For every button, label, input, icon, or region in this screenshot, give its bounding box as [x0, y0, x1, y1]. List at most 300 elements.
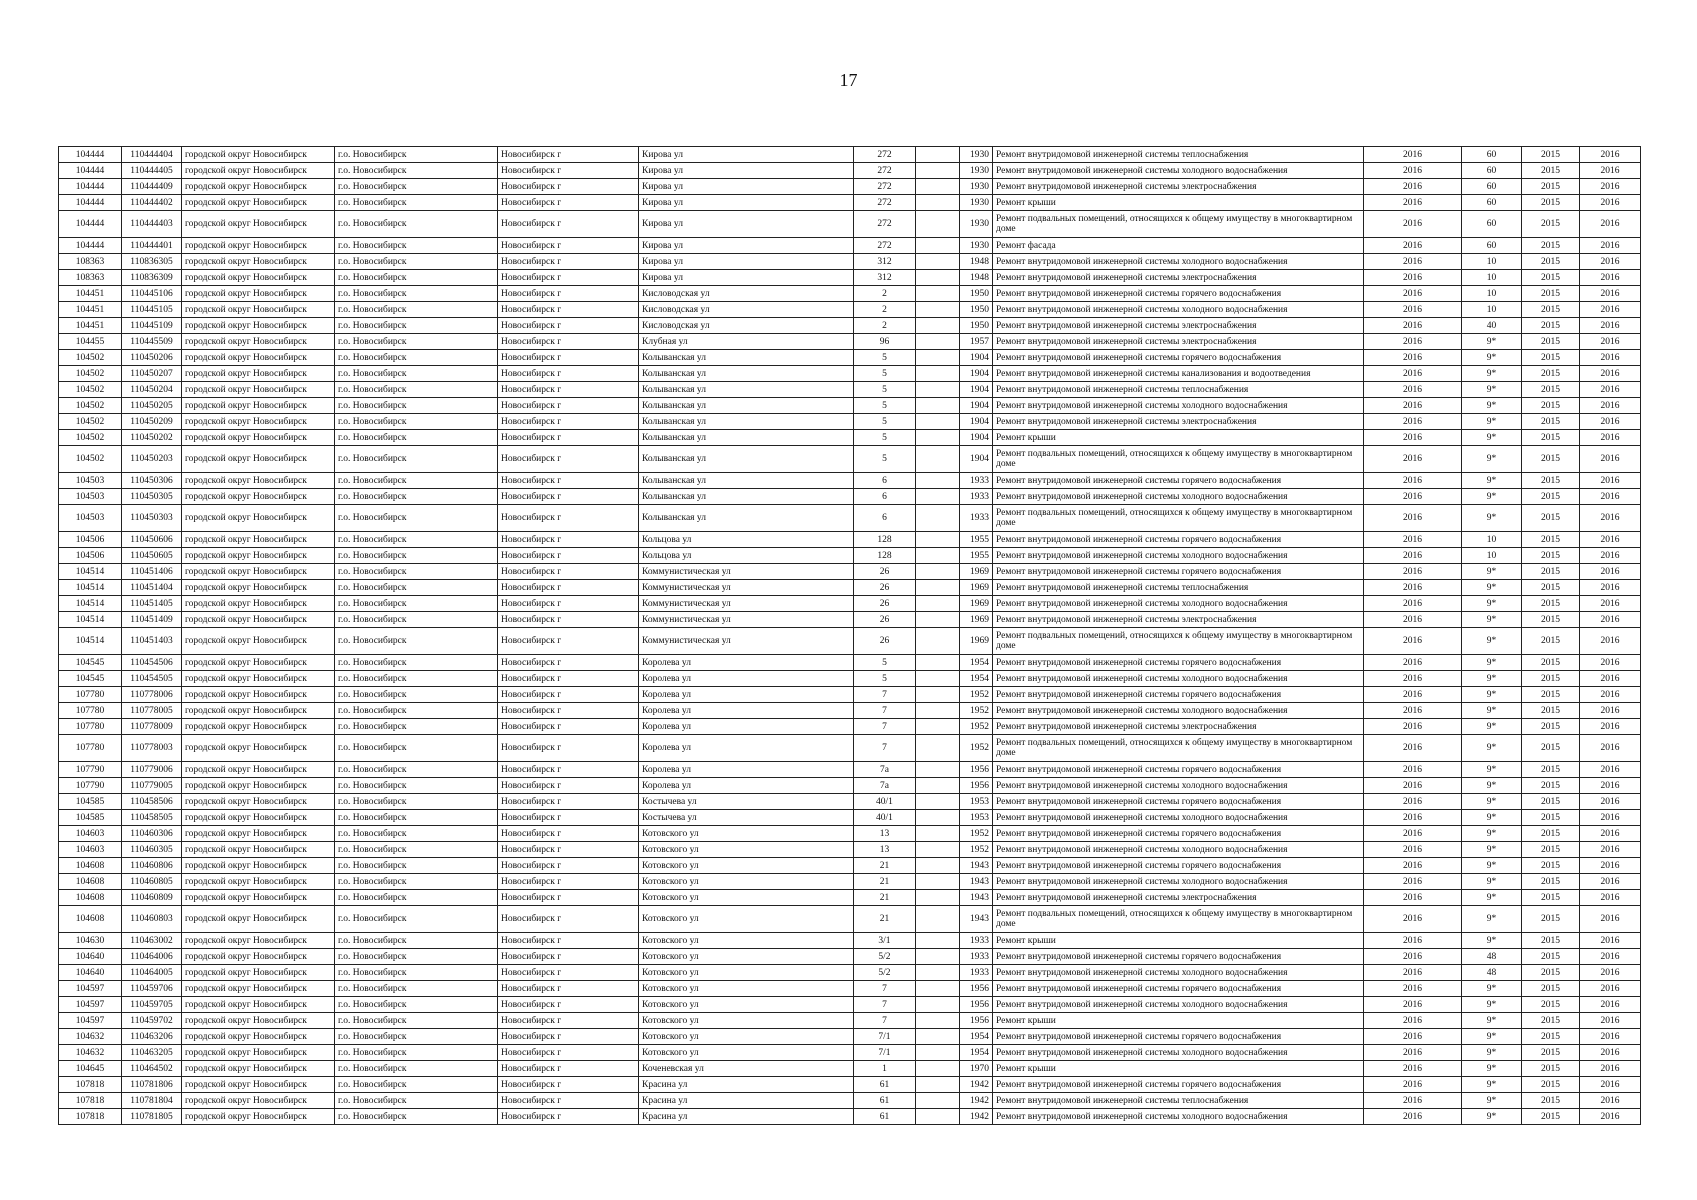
- cell-build-year: 1904: [960, 366, 993, 382]
- cell-build-year: 1942: [960, 1077, 993, 1093]
- cell-house-letter: [916, 949, 960, 965]
- cell-municipal-district: городской округ Новосибирск: [182, 580, 335, 596]
- cell-house-letter: [916, 1077, 960, 1093]
- cell-house-id: 104444: [59, 195, 122, 211]
- cell-locality: Новосибирск г: [498, 147, 639, 163]
- cell-wear-percent: 9*: [1462, 505, 1522, 532]
- cell-house-number: 272: [854, 147, 916, 163]
- cell-municipality: г.о. Новосибирск: [335, 628, 498, 655]
- cell-record-id: 110458505: [122, 810, 182, 826]
- cell-municipal-district: городской округ Новосибирск: [182, 933, 335, 949]
- cell-street: Кисловодская ул: [639, 286, 854, 302]
- cell-work-type: Ремонт внутридомовой инженерной системы горячего водоснабжения: [993, 1077, 1364, 1093]
- cell-work-type: Ремонт внутридомовой инженерной системы холодного водоснабжения: [993, 163, 1364, 179]
- cell-wear-percent: 9*: [1462, 350, 1522, 366]
- cell-municipality: г.о. Новосибирск: [335, 302, 498, 318]
- cell-build-year: 1956: [960, 1013, 993, 1029]
- cell-locality: Новосибирск г: [498, 548, 639, 564]
- cell-locality: Новосибирск г: [498, 687, 639, 703]
- cell-locality: Новосибирск г: [498, 981, 639, 997]
- cell-municipality: г.о. Новосибирск: [335, 655, 498, 671]
- cell-record-id: 110464006: [122, 949, 182, 965]
- cell-house-number: 7: [854, 719, 916, 735]
- cell-wear-percent: 9*: [1462, 826, 1522, 842]
- cell-street: Кисловодская ул: [639, 318, 854, 334]
- cell-municipality: г.о. Новосибирск: [335, 965, 498, 981]
- cell-plan-year: 2016: [1364, 505, 1462, 532]
- cell-work-type: Ремонт внутридомовой инженерной системы холодного водоснабжения: [993, 810, 1364, 826]
- cell-house-letter: [916, 703, 960, 719]
- cell-house-number: 7: [854, 703, 916, 719]
- cell-street: Кирова ул: [639, 254, 854, 270]
- cell-municipal-district: городской округ Новосибирск: [182, 211, 335, 238]
- cell-house-letter: [916, 655, 960, 671]
- cell-house-letter: [916, 532, 960, 548]
- cell-municipality: г.о. Новосибирск: [335, 195, 498, 211]
- cell-house-number: 5: [854, 671, 916, 687]
- cell-period-start: 2015: [1522, 596, 1580, 612]
- cell-period-end: 2016: [1580, 1061, 1641, 1077]
- cell-record-id: 110463206: [122, 1029, 182, 1045]
- cell-period-end: 2016: [1580, 163, 1641, 179]
- cell-build-year: 1957: [960, 334, 993, 350]
- cell-record-id: 110781804: [122, 1093, 182, 1109]
- cell-build-year: 1955: [960, 532, 993, 548]
- cell-locality: Новосибирск г: [498, 1045, 639, 1061]
- cell-record-id: 110454506: [122, 655, 182, 671]
- cell-record-id: 110451403: [122, 628, 182, 655]
- cell-period-start: 2015: [1522, 1093, 1580, 1109]
- cell-period-end: 2016: [1580, 580, 1641, 596]
- cell-period-end: 2016: [1580, 382, 1641, 398]
- cell-work-type: Ремонт подвальных помещений, относящихся к общему имуществу в многоквартирном доме: [993, 628, 1364, 655]
- cell-house-number: 2: [854, 302, 916, 318]
- cell-period-start: 2015: [1522, 548, 1580, 564]
- cell-work-type: Ремонт крыши: [993, 933, 1364, 949]
- cell-record-id: 110836309: [122, 270, 182, 286]
- cell-house-letter: [916, 473, 960, 489]
- cell-street: Кирова ул: [639, 211, 854, 238]
- cell-period-start: 2015: [1522, 414, 1580, 430]
- cell-house-id: 104545: [59, 671, 122, 687]
- cell-street: Кирова ул: [639, 147, 854, 163]
- cell-build-year: 1930: [960, 179, 993, 195]
- cell-house-number: 26: [854, 564, 916, 580]
- cell-plan-year: 2016: [1364, 703, 1462, 719]
- cell-house-letter: [916, 858, 960, 874]
- cell-locality: Новосибирск г: [498, 366, 639, 382]
- cell-plan-year: 2016: [1364, 318, 1462, 334]
- cell-record-id: 110778003: [122, 735, 182, 762]
- cell-house-id: 104514: [59, 612, 122, 628]
- cell-record-id: 110451406: [122, 564, 182, 580]
- cell-house-number: 1: [854, 1061, 916, 1077]
- cell-period-start: 2015: [1522, 318, 1580, 334]
- cell-record-id: 110445106: [122, 286, 182, 302]
- cell-period-end: 2016: [1580, 414, 1641, 430]
- cell-period-end: 2016: [1580, 350, 1641, 366]
- cell-municipal-district: городской округ Новосибирск: [182, 302, 335, 318]
- cell-house-id: 104444: [59, 179, 122, 195]
- cell-municipal-district: городской округ Новосибирск: [182, 628, 335, 655]
- cell-build-year: 1943: [960, 906, 993, 933]
- cell-municipal-district: городской округ Новосибирск: [182, 858, 335, 874]
- cell-plan-year: 2016: [1364, 430, 1462, 446]
- cell-plan-year: 2016: [1364, 195, 1462, 211]
- cell-period-end: 2016: [1580, 446, 1641, 473]
- cell-period-end: 2016: [1580, 965, 1641, 981]
- cell-wear-percent: 9*: [1462, 612, 1522, 628]
- cell-wear-percent: 60: [1462, 211, 1522, 238]
- cell-municipal-district: городской округ Новосибирск: [182, 1061, 335, 1077]
- cell-street: Клубная ул: [639, 334, 854, 350]
- cell-house-id: 104640: [59, 949, 122, 965]
- cell-period-start: 2015: [1522, 703, 1580, 719]
- cell-plan-year: 2016: [1364, 473, 1462, 489]
- cell-municipal-district: городской округ Новосибирск: [182, 703, 335, 719]
- cell-municipality: г.о. Новосибирск: [335, 1045, 498, 1061]
- cell-street: Котовского ул: [639, 842, 854, 858]
- cell-period-end: 2016: [1580, 179, 1641, 195]
- cell-house-number: 7: [854, 981, 916, 997]
- cell-work-type: Ремонт внутридомовой инженерной системы электроснабжения: [993, 179, 1364, 195]
- cell-house-letter: [916, 1093, 960, 1109]
- cell-locality: Новосибирск г: [498, 532, 639, 548]
- cell-house-letter: [916, 270, 960, 286]
- cell-wear-percent: 9*: [1462, 334, 1522, 350]
- cell-house-letter: [916, 446, 960, 473]
- cell-house-letter: [916, 195, 960, 211]
- table-row: [59, 735, 1641, 762]
- cell-period-start: 2015: [1522, 1045, 1580, 1061]
- cell-wear-percent: 10: [1462, 270, 1522, 286]
- cell-house-id: 104514: [59, 628, 122, 655]
- cell-municipal-district: городской округ Новосибирск: [182, 334, 335, 350]
- cell-wear-percent: 48: [1462, 965, 1522, 981]
- cell-house-number: 7: [854, 735, 916, 762]
- cell-plan-year: 2016: [1364, 719, 1462, 735]
- cell-street: Колыванская ул: [639, 489, 854, 505]
- cell-house-id: 104597: [59, 1013, 122, 1029]
- cell-street: Королева ул: [639, 778, 854, 794]
- table-row: [59, 1093, 1641, 1109]
- cell-house-id: 104503: [59, 505, 122, 532]
- cell-period-start: 2015: [1522, 949, 1580, 965]
- cell-house-number: 7/1: [854, 1045, 916, 1061]
- cell-plan-year: 2016: [1364, 933, 1462, 949]
- cell-work-type: Ремонт внутридомовой инженерной системы электроснабжения: [993, 414, 1364, 430]
- cell-house-id: 108363: [59, 254, 122, 270]
- cell-house-id: 104640: [59, 965, 122, 981]
- cell-locality: Новосибирск г: [498, 414, 639, 430]
- table-row: [59, 655, 1641, 671]
- cell-plan-year: 2016: [1364, 858, 1462, 874]
- cell-plan-year: 2016: [1364, 270, 1462, 286]
- cell-record-id: 110459706: [122, 981, 182, 997]
- cell-house-id: 104502: [59, 350, 122, 366]
- cell-locality: Новосибирск г: [498, 671, 639, 687]
- cell-work-type: Ремонт внутридомовой инженерной системы горячего водоснабжения: [993, 1029, 1364, 1045]
- cell-build-year: 1904: [960, 414, 993, 430]
- cell-house-letter: [916, 211, 960, 238]
- cell-municipal-district: городской округ Новосибирск: [182, 612, 335, 628]
- cell-period-start: 2015: [1522, 580, 1580, 596]
- cell-period-end: 2016: [1580, 794, 1641, 810]
- table-row: [59, 446, 1641, 473]
- table-row: [59, 489, 1641, 505]
- cell-period-start: 2015: [1522, 794, 1580, 810]
- cell-record-id: 110463002: [122, 933, 182, 949]
- cell-house-number: 2: [854, 318, 916, 334]
- cell-period-start: 2015: [1522, 778, 1580, 794]
- cell-work-type: Ремонт внутридомовой инженерной системы горячего водоснабжения: [993, 350, 1364, 366]
- cell-house-letter: [916, 981, 960, 997]
- cell-plan-year: 2016: [1364, 398, 1462, 414]
- table-row: [59, 997, 1641, 1013]
- cell-municipality: г.о. Новосибирск: [335, 1029, 498, 1045]
- cell-house-number: 61: [854, 1077, 916, 1093]
- cell-plan-year: 2016: [1364, 350, 1462, 366]
- cell-period-start: 2015: [1522, 532, 1580, 548]
- cell-street: Королева ул: [639, 719, 854, 735]
- cell-municipality: г.о. Новосибирск: [335, 334, 498, 350]
- cell-work-type: Ремонт подвальных помещений, относящихся к общему имуществу в многоквартирном доме: [993, 505, 1364, 532]
- cell-record-id: 110450203: [122, 446, 182, 473]
- cell-record-id: 110778006: [122, 687, 182, 703]
- cell-record-id: 110450206: [122, 350, 182, 366]
- cell-house-id: 104503: [59, 473, 122, 489]
- cell-street: Костычева ул: [639, 810, 854, 826]
- cell-house-number: 61: [854, 1109, 916, 1125]
- cell-period-end: 2016: [1580, 949, 1641, 965]
- cell-work-type: Ремонт внутридомовой инженерной системы электроснабжения: [993, 334, 1364, 350]
- cell-plan-year: 2016: [1364, 628, 1462, 655]
- cell-build-year: 1954: [960, 1045, 993, 1061]
- cell-record-id: 110450605: [122, 548, 182, 564]
- cell-period-start: 2015: [1522, 1013, 1580, 1029]
- cell-house-id: 104451: [59, 318, 122, 334]
- cell-work-type: Ремонт внутридомовой инженерной системы горячего водоснабжения: [993, 564, 1364, 580]
- cell-period-end: 2016: [1580, 1029, 1641, 1045]
- cell-work-type: Ремонт внутридомовой инженерной системы холодного водоснабжения: [993, 1045, 1364, 1061]
- cell-build-year: 1933: [960, 473, 993, 489]
- cell-municipality: г.о. Новосибирск: [335, 179, 498, 195]
- cell-house-number: 5: [854, 414, 916, 430]
- cell-wear-percent: 60: [1462, 195, 1522, 211]
- table-row: [59, 505, 1641, 532]
- cell-period-end: 2016: [1580, 302, 1641, 318]
- cell-record-id: 110778009: [122, 719, 182, 735]
- cell-locality: Новосибирск г: [498, 778, 639, 794]
- cell-municipality: г.о. Новосибирск: [335, 842, 498, 858]
- cell-period-end: 2016: [1580, 778, 1641, 794]
- cell-work-type: Ремонт крыши: [993, 195, 1364, 211]
- cell-street: Котовского ул: [639, 933, 854, 949]
- cell-municipality: г.о. Новосибирск: [335, 564, 498, 580]
- cell-wear-percent: 9*: [1462, 842, 1522, 858]
- cell-period-end: 2016: [1580, 147, 1641, 163]
- cell-municipality: г.о. Новосибирск: [335, 382, 498, 398]
- cell-street: Колыванская ул: [639, 446, 854, 473]
- cell-plan-year: 2016: [1364, 163, 1462, 179]
- table-body: [59, 147, 1641, 1125]
- cell-record-id: 110836305: [122, 254, 182, 270]
- cell-build-year: 1952: [960, 735, 993, 762]
- table-row: [59, 238, 1641, 254]
- table-row: [59, 564, 1641, 580]
- cell-municipal-district: городской округ Новосибирск: [182, 762, 335, 778]
- cell-period-end: 2016: [1580, 762, 1641, 778]
- cell-municipal-district: городской округ Новосибирск: [182, 949, 335, 965]
- cell-period-end: 2016: [1580, 933, 1641, 949]
- cell-plan-year: 2016: [1364, 981, 1462, 997]
- cell-work-type: Ремонт внутридомовой инженерной системы холодного водоснабжения: [993, 842, 1364, 858]
- cell-build-year: 1955: [960, 548, 993, 564]
- cell-locality: Новосибирск г: [498, 211, 639, 238]
- table-row: [59, 532, 1641, 548]
- cell-build-year: 1943: [960, 890, 993, 906]
- cell-work-type: Ремонт внутридомовой инженерной системы электроснабжения: [993, 270, 1364, 286]
- cell-period-end: 2016: [1580, 366, 1641, 382]
- cell-locality: Новосибирск г: [498, 580, 639, 596]
- cell-period-start: 2015: [1522, 842, 1580, 858]
- cell-period-end: 2016: [1580, 270, 1641, 286]
- cell-build-year: 1943: [960, 874, 993, 890]
- cell-build-year: 1933: [960, 933, 993, 949]
- cell-locality: Новосибирск г: [498, 842, 639, 858]
- cell-municipality: г.о. Новосибирск: [335, 1109, 498, 1125]
- cell-period-end: 2016: [1580, 505, 1641, 532]
- cell-plan-year: 2016: [1364, 1013, 1462, 1029]
- cell-locality: Новосибирск г: [498, 254, 639, 270]
- table-row: [59, 794, 1641, 810]
- cell-build-year: 1952: [960, 687, 993, 703]
- table-row: [59, 430, 1641, 446]
- cell-street: Котовского ул: [639, 906, 854, 933]
- cell-municipal-district: городской округ Новосибирск: [182, 163, 335, 179]
- cell-house-number: 26: [854, 628, 916, 655]
- table-row: [59, 318, 1641, 334]
- cell-locality: Новосибирск г: [498, 874, 639, 890]
- cell-period-start: 2015: [1522, 906, 1580, 933]
- cell-municipal-district: городской округ Новосибирск: [182, 735, 335, 762]
- cell-period-start: 2015: [1522, 163, 1580, 179]
- cell-house-number: 5: [854, 398, 916, 414]
- cell-plan-year: 2016: [1364, 997, 1462, 1013]
- cell-house-number: 40/1: [854, 810, 916, 826]
- cell-municipality: г.о. Новосибирск: [335, 826, 498, 842]
- cell-period-start: 2015: [1522, 1061, 1580, 1077]
- cell-record-id: 110444401: [122, 238, 182, 254]
- table-row: [59, 179, 1641, 195]
- cell-period-start: 2015: [1522, 564, 1580, 580]
- cell-municipality: г.о. Новосибирск: [335, 211, 498, 238]
- cell-record-id: 110779005: [122, 778, 182, 794]
- cell-build-year: 1953: [960, 810, 993, 826]
- cell-period-end: 2016: [1580, 334, 1641, 350]
- cell-wear-percent: 9*: [1462, 489, 1522, 505]
- cell-street: Кирова ул: [639, 163, 854, 179]
- cell-build-year: 1954: [960, 655, 993, 671]
- cell-wear-percent: 9*: [1462, 473, 1522, 489]
- cell-record-id: 110451404: [122, 580, 182, 596]
- cell-build-year: 1942: [960, 1109, 993, 1125]
- cell-period-end: 2016: [1580, 874, 1641, 890]
- cell-house-id: 104514: [59, 580, 122, 596]
- cell-wear-percent: 9*: [1462, 628, 1522, 655]
- cell-municipality: г.о. Новосибирск: [335, 890, 498, 906]
- page-number: 17: [839, 70, 858, 90]
- cell-plan-year: 2016: [1364, 1077, 1462, 1093]
- cell-municipality: г.о. Новосибирск: [335, 794, 498, 810]
- cell-house-letter: [916, 612, 960, 628]
- cell-work-type: Ремонт внутридомовой инженерной системы холодного водоснабжения: [993, 671, 1364, 687]
- cell-house-number: 7а: [854, 762, 916, 778]
- cell-locality: Новосибирск г: [498, 858, 639, 874]
- cell-plan-year: 2016: [1364, 1093, 1462, 1109]
- cell-wear-percent: 10: [1462, 286, 1522, 302]
- cell-period-start: 2015: [1522, 489, 1580, 505]
- cell-plan-year: 2016: [1364, 612, 1462, 628]
- cell-house-number: 21: [854, 906, 916, 933]
- cell-municipal-district: городской округ Новосибирск: [182, 842, 335, 858]
- cell-house-id: 107818: [59, 1077, 122, 1093]
- cell-locality: Новосибирск г: [498, 318, 639, 334]
- cell-municipality: г.о. Новосибирск: [335, 398, 498, 414]
- cell-house-number: 7/1: [854, 1029, 916, 1045]
- cell-municipal-district: городской округ Новосибирск: [182, 874, 335, 890]
- cell-build-year: 1943: [960, 858, 993, 874]
- cell-street: Королева ул: [639, 762, 854, 778]
- cell-wear-percent: 9*: [1462, 858, 1522, 874]
- cell-record-id: 110450205: [122, 398, 182, 414]
- cell-street: Котовского ул: [639, 874, 854, 890]
- cell-record-id: 110460806: [122, 858, 182, 874]
- cell-record-id: 110450209: [122, 414, 182, 430]
- cell-locality: Новосибирск г: [498, 564, 639, 580]
- cell-municipality: г.о. Новосибирск: [335, 687, 498, 703]
- cell-municipal-district: городской округ Новосибирск: [182, 997, 335, 1013]
- cell-record-id: 110454505: [122, 671, 182, 687]
- cell-house-number: 272: [854, 211, 916, 238]
- cell-locality: Новосибирск г: [498, 430, 639, 446]
- cell-record-id: 110444409: [122, 179, 182, 195]
- cell-house-number: 312: [854, 254, 916, 270]
- cell-record-id: 110460306: [122, 826, 182, 842]
- cell-house-letter: [916, 179, 960, 195]
- cell-period-start: 2015: [1522, 473, 1580, 489]
- cell-plan-year: 2016: [1364, 580, 1462, 596]
- cell-work-type: Ремонт внутридомовой инженерной системы холодного водоснабжения: [993, 254, 1364, 270]
- cell-street: Котовского ул: [639, 858, 854, 874]
- table-row: [59, 147, 1641, 163]
- cell-locality: Новосибирск г: [498, 949, 639, 965]
- cell-house-number: 13: [854, 842, 916, 858]
- cell-locality: Новосибирск г: [498, 826, 639, 842]
- cell-work-type: Ремонт внутридомовой инженерной системы горячего водоснабжения: [993, 655, 1364, 671]
- cell-municipality: г.о. Новосибирск: [335, 997, 498, 1013]
- cell-house-number: 5: [854, 350, 916, 366]
- cell-municipality: г.о. Новосибирск: [335, 1061, 498, 1077]
- cell-street: Котовского ул: [639, 949, 854, 965]
- cell-municipal-district: городской округ Новосибирск: [182, 473, 335, 489]
- cell-house-number: 61: [854, 1093, 916, 1109]
- cell-municipality: г.о. Новосибирск: [335, 473, 498, 489]
- cell-period-start: 2015: [1522, 687, 1580, 703]
- cell-wear-percent: 9*: [1462, 687, 1522, 703]
- cell-street: Котовского ул: [639, 1013, 854, 1029]
- cell-period-start: 2015: [1522, 505, 1580, 532]
